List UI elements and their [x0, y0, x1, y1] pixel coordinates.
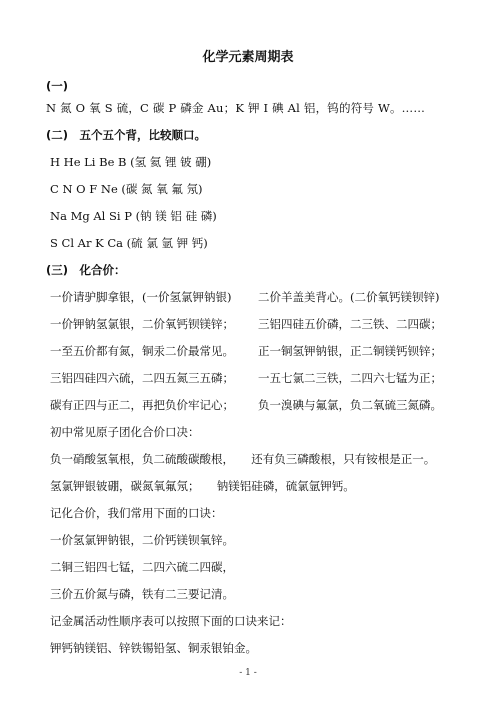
valence-row-4-left: 三铝四硅四六硫，二四五氮三五磷；	[50, 371, 234, 385]
mnemonic-line-2: 二铜三铝四七锰，二四六硫二四碳，	[50, 560, 234, 574]
valence-row-2-left: 一价钾钠氢氯银，二价氧钙钡镁锌；	[50, 317, 234, 331]
valence-row-5-right: 负一溴碘与氟氯，负二氧硫三氮磷。	[258, 398, 442, 412]
activity-series-intro: 记金属活动性顺序表可以按照下面的口诀来记：	[50, 614, 292, 628]
element-row-2: C N O F Ne (碳 氮 氧 氟 氖)	[50, 182, 203, 196]
document-title: 化学元素周期表	[202, 50, 294, 65]
element-row-3: Na Mg Al Si P (钠 镁 铝 硅 磷)	[50, 209, 217, 223]
valence-row-2-right: 三铝四硅五价磷，二三铁、二四碳；	[258, 317, 442, 331]
radical-line: 负一硝酸氢氧根，负二硫酸碳酸根， 还有负三磷酸根，只有铵根是正一。	[50, 452, 436, 466]
page-number: - 1 -	[239, 668, 257, 678]
valence-row-4-right: 一五七氯二三铁，二四六七锰为正；	[258, 371, 442, 385]
element-row-4: S Cl Ar K Ca (硫 氯 氩 钾 钙)	[50, 236, 208, 250]
valence-row-3-left: 一至五价都有氮，铜汞二价最常见。	[50, 344, 234, 358]
mnemonic-line-1: 一价氢氯钾钠银，二价钙镁钡氧锌。	[50, 533, 234, 547]
section-1-text: N 氮 O 氧 S 硫，C 碳 P 磷金 Au；K 钾 I 碘 Al 铝，钨的符号 W。……	[46, 101, 426, 115]
valence-row-3-right: 正一铜氢钾钠银，正二铜镁钙钡锌；	[258, 344, 442, 358]
radical-heading: 初中常见原子团化合价口决：	[50, 425, 200, 439]
valence-row-1-left: 一价请驴脚拿银，(一价氢氯钾钠银)	[50, 290, 232, 304]
mnemonic-line-3: 三价五价氮与磷，铁有二三要记清。	[50, 587, 234, 601]
element-mnemonic-line: 氢氯钾银铍硼，碳氮氧氟氖； 钠镁铝硅磷，硫氯氩钾钙。	[50, 479, 355, 493]
mnemonic-intro: 记化合价，我们常用下面的口诀：	[50, 506, 223, 520]
section-2-heading: (二) 五个五个背，比较顺口。	[46, 128, 207, 142]
section-3-heading: (三) 化合价：	[46, 263, 126, 277]
valence-row-1-right: 二价羊盖美背心。(二价氧钙镁钡锌)	[258, 290, 440, 304]
section-1-heading: (一)	[46, 79, 69, 93]
element-row-1: H He Li Be B (氢 氦 锂 铍 硼)	[50, 155, 212, 169]
valence-row-5-left: 碳有正四与正二，再把负价牢记心；	[50, 398, 234, 412]
activity-series-line: 钾钙钠镁铝、锌铁锡铅氢、铜汞银铂金。	[50, 641, 257, 655]
